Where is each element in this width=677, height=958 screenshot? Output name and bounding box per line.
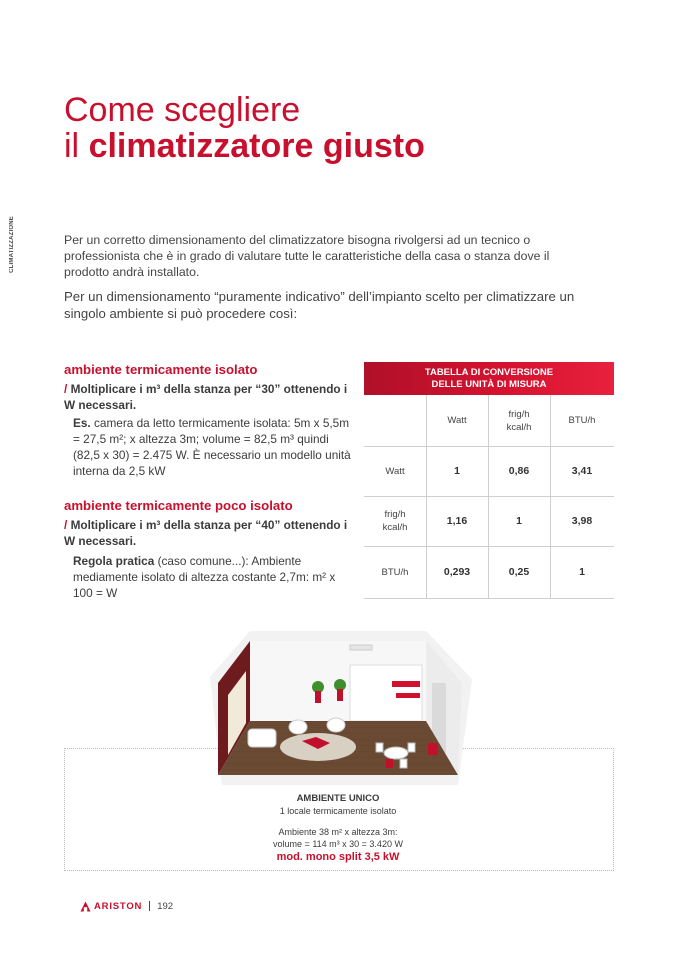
table-cell: 1: [516, 514, 522, 527]
section-1-bullet: [64, 381, 354, 413]
table-row-label: Watt: [385, 465, 405, 477]
section-2-bullet-text: Moltiplicare i m³ della stanza per “40” ottenendo i W necessari.: [64, 518, 348, 548]
table-row-label: BTU/h: [381, 566, 409, 578]
section-2-rule: [73, 553, 355, 601]
section-1-heading: ambiente termicamente isolato: [64, 362, 258, 377]
title-line-2: [64, 128, 425, 164]
section-1-example-text: camera da letto termicamente isolata: 5m x 5,5m = 27,5 m²; x altezza 3m; volume = 82,5 m³ quindi (82,5 x 30) = 2.475 W. È necessario un modello unità interna da 2,5 kW: [73, 416, 351, 478]
room-illustration: [200, 625, 476, 790]
title-line-2-prefix: il: [64, 127, 89, 165]
section-1-bullet-text: Moltiplicare i m³ della stanza per “30” ottenendo i W necessari.: [64, 382, 348, 412]
section-1-example: [73, 415, 355, 479]
table-cell: 1: [454, 464, 460, 477]
table-cell: 3,98: [571, 514, 593, 527]
page-title: [64, 92, 425, 164]
ariston-logo-icon: [80, 901, 91, 912]
table-cell: 0,293: [443, 565, 471, 578]
table-title-line-1: TABELLA DI CONVERSIONE: [424, 366, 554, 378]
section-2-rule-text: (caso comune...): Ambiente mediamente isolato di altezza costante 2,7m: m² x 100 = W: [73, 554, 336, 600]
room-caption-title: AMBIENTE UNICO: [296, 793, 380, 804]
intro-paragraph-2: Per un dimensionamento “puramente indicativo” dell’impianto scelto per climatizzare un singolo ambiente si può procedere così:: [64, 289, 575, 321]
side-section-label: CLIMATIZZAZIONE: [9, 216, 15, 273]
table-cell: 3,41: [571, 464, 593, 477]
table-cell: 0,86: [508, 464, 530, 477]
brand-name: ARISTON: [94, 900, 143, 912]
room-caption-model: mod. mono split 3,5 kW: [276, 851, 400, 863]
intro-paragraph-1: Per un corretto dimensionamento del climatizzatore bisogna rivolgersi ad un tecnico o professionista che è in grado di valutare tutte le caratteristiche della casa o stanza dove il prodotto andrà installato.: [64, 233, 550, 279]
table-divider: [364, 598, 614, 599]
section-2-bullet: [64, 517, 354, 549]
title-line-2-bold: climatizzatore giusto: [88, 127, 425, 165]
bullet-slash-icon: /: [64, 382, 71, 396]
table-row-label: frig/h kcal/h: [382, 509, 408, 533]
table-col-header: Watt: [447, 415, 467, 426]
title-line-1: Come scegliere: [64, 91, 301, 129]
conversion-table-header: [364, 362, 614, 395]
section-2-heading: ambiente termicamente poco isolato: [64, 498, 293, 513]
table-title-line-2: DELLE UNITÀ DI MISURA: [431, 378, 547, 390]
table-col-header: frig/h kcal/h: [506, 408, 532, 433]
room-caption-subtitle: 1 locale termicamente isolato: [279, 806, 397, 816]
page-number: 192: [157, 900, 174, 912]
side-section-tab: [9, 216, 25, 276]
room-caption-line-1: Ambiente 38 m² x altezza 3m:: [278, 827, 398, 837]
footer-separator: [149, 901, 150, 911]
table-cell: 1,16: [446, 514, 468, 527]
conversion-table: [364, 362, 614, 599]
section-2-rule-label: Regola pratica: [73, 554, 155, 568]
page-footer: [80, 900, 173, 912]
bullet-slash-icon: /: [64, 518, 71, 532]
table-cell: 1: [579, 565, 585, 578]
table-cell: 0,25: [508, 565, 530, 578]
section-1-example-label: Es.: [73, 416, 91, 430]
room-caption-line-2: volume = 114 m³ x 30 = 3.420 W: [273, 839, 403, 849]
table-col-header: BTU/h: [568, 415, 596, 426]
